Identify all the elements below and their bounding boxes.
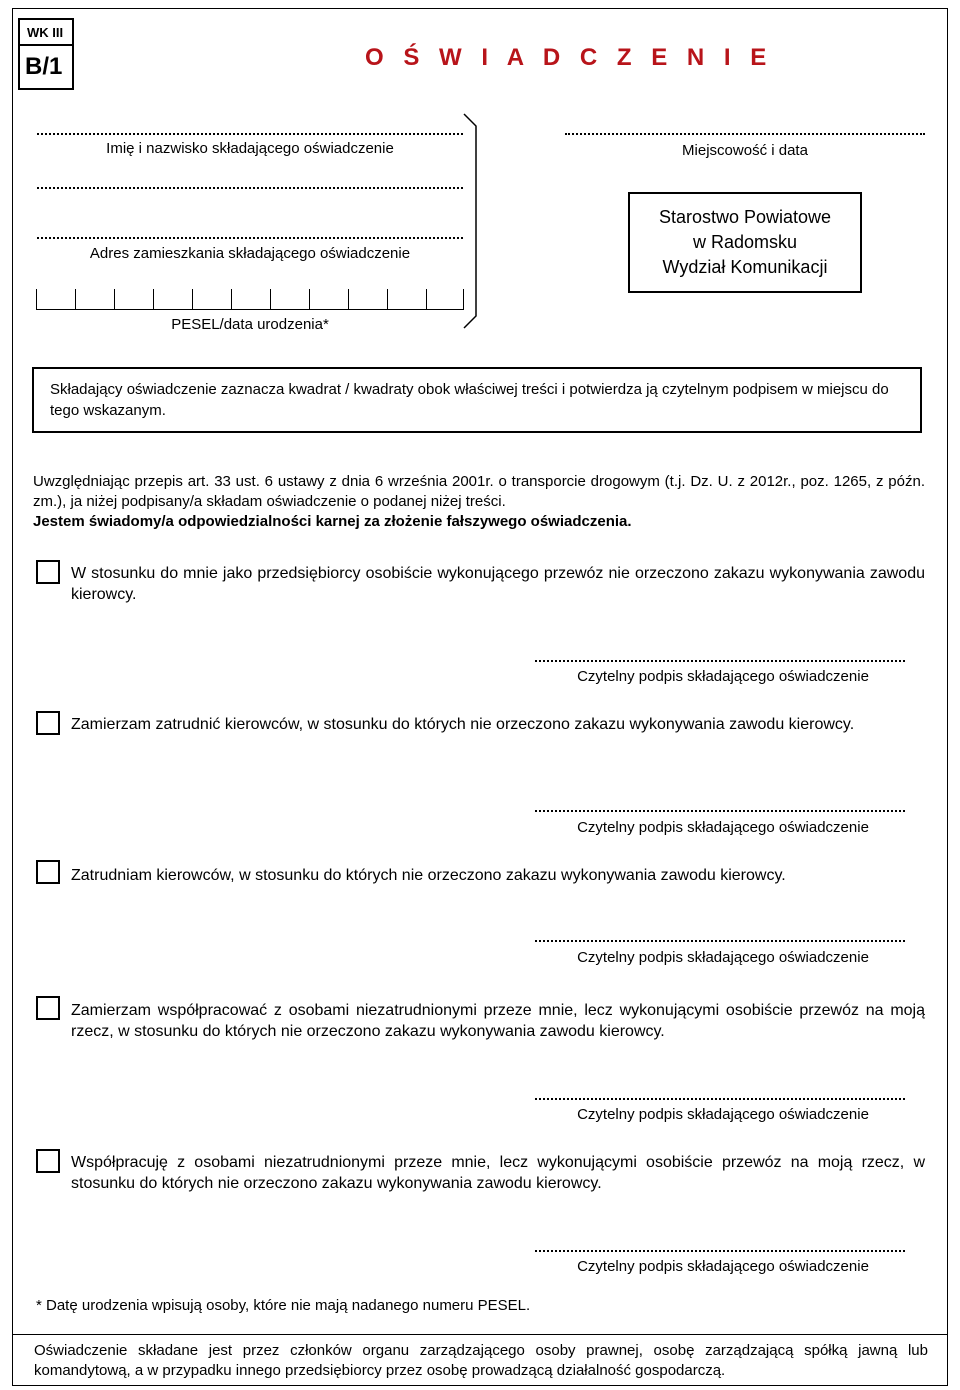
office-line-1: Starostwo Powiatowe xyxy=(658,207,832,227)
form-code-box xyxy=(18,18,74,90)
place-date-field-line[interactable] xyxy=(565,133,925,135)
signature-caption-4: Czytelny podpis składającego oświadczenie xyxy=(577,1106,869,1123)
signature-caption-2: Czytelny podpis składającego oświadczenie xyxy=(577,819,869,836)
liability-statement: Jestem świadomy/a odpowiedzialności karnej za złożenie fałszywego oświadczenia. xyxy=(33,513,632,530)
option-4-text: Zamierzam współpracować z osobami niezatrudnionymi przeze mnie, lecz wykonującymi osobiście przewóz na moją rzecz, w stosunku do których nie orzeczono zakazu wykonywania zawodu kierowcy. xyxy=(71,1002,925,1040)
office-address-box xyxy=(628,192,862,293)
pesel-field[interactable] xyxy=(36,289,464,310)
signature-line-3[interactable] xyxy=(535,940,905,942)
footnote: * Datę urodzenia wpisują osoby, które nie mają nadanego numeru PESEL. xyxy=(36,1297,531,1314)
option-5-text: Współpracuję z osobami niezatrudnionymi przeze mnie, lecz wykonującymi osobiście przewóz na moją rzecz, w stosunku do których nie orzeczono zakazu wykonywania zawodu kierowcy. xyxy=(71,1154,925,1192)
pesel-caption: PESEL/data urodzenia* xyxy=(171,316,329,333)
signature-line-4[interactable] xyxy=(535,1098,905,1100)
form-code-top: WK III xyxy=(20,20,72,46)
option-2-text: Zamierzam zatrudnić kierowców, w stosunku do których nie orzeczono zakazu wykonywania zawodu kierowcy. xyxy=(71,716,855,733)
office-line-3: Wydział Komunikacji xyxy=(662,257,828,277)
signature-caption-1: Czytelny podpis składającego oświadczenie xyxy=(577,668,869,685)
signature-line-5[interactable] xyxy=(535,1250,905,1252)
option-2-checkbox[interactable] xyxy=(36,711,60,735)
option-1-checkbox[interactable] xyxy=(36,560,60,584)
name-caption: Imię i nazwisko składającego oświadczenie xyxy=(106,140,394,157)
form-code-bottom: B/1 xyxy=(25,53,63,80)
signature-caption-5: Czytelny podpis składającego oświadczenie xyxy=(577,1258,869,1275)
legal-basis-text: Uwzględniając przepis art. 33 ust. 6 ustawy z dnia 6 września 2001r. o transporcie drogowym (t.j. Dz. U. z 2012r., poz. 1265, z późn. zm.), ja niżej podpisany/a składam oświadczenie o podanej niżej treści. xyxy=(33,473,925,510)
option-4-checkbox[interactable] xyxy=(36,996,60,1020)
brace-graphic xyxy=(456,112,486,332)
name-field-line[interactable] xyxy=(37,133,463,135)
address-field-line-1[interactable] xyxy=(37,187,463,189)
signature-caption-3: Czytelny podpis składającego oświadczenie xyxy=(577,949,869,966)
bottom-note: Oświadczenie składane jest przez członków organu zarządzającego osoby prawnej, osobę zarządzającą spółką jawną lub komandytową, a w przypadku innego przedsiębiorcy przez osobę prowadzącą działalność gospodarczą. xyxy=(12,1334,948,1386)
address-field-line-2[interactable] xyxy=(37,237,463,239)
document-title: O Ś W I A D C Z E N I E xyxy=(365,44,773,71)
option-3-text: Zatrudniam kierowców, w stosunku do których nie orzeczono zakazu wykonywania zawodu kierowcy. xyxy=(71,867,786,884)
place-date-caption: Miejscowość i data xyxy=(682,142,808,159)
option-3-checkbox[interactable] xyxy=(36,860,60,884)
option-1-text: W stosunku do mnie jako przedsiębiorcy osobiście wykonującego przewóz nie orzeczono zakazu wykonywania zawodu kierowcy. xyxy=(71,565,925,603)
office-line-2: w Radomsku xyxy=(692,232,798,252)
instructions-box: Składający oświadczenie zaznacza kwadrat / kwadraty obok właściwej treści i potwierdza ją czytelnym podpisem w miejscu do tego wskazanym. xyxy=(32,367,922,433)
option-5-checkbox[interactable] xyxy=(36,1149,60,1173)
address-caption: Adres zamieszkania składającego oświadczenie xyxy=(89,245,411,262)
signature-line-2[interactable] xyxy=(535,810,905,812)
signature-line-1[interactable] xyxy=(535,660,905,662)
